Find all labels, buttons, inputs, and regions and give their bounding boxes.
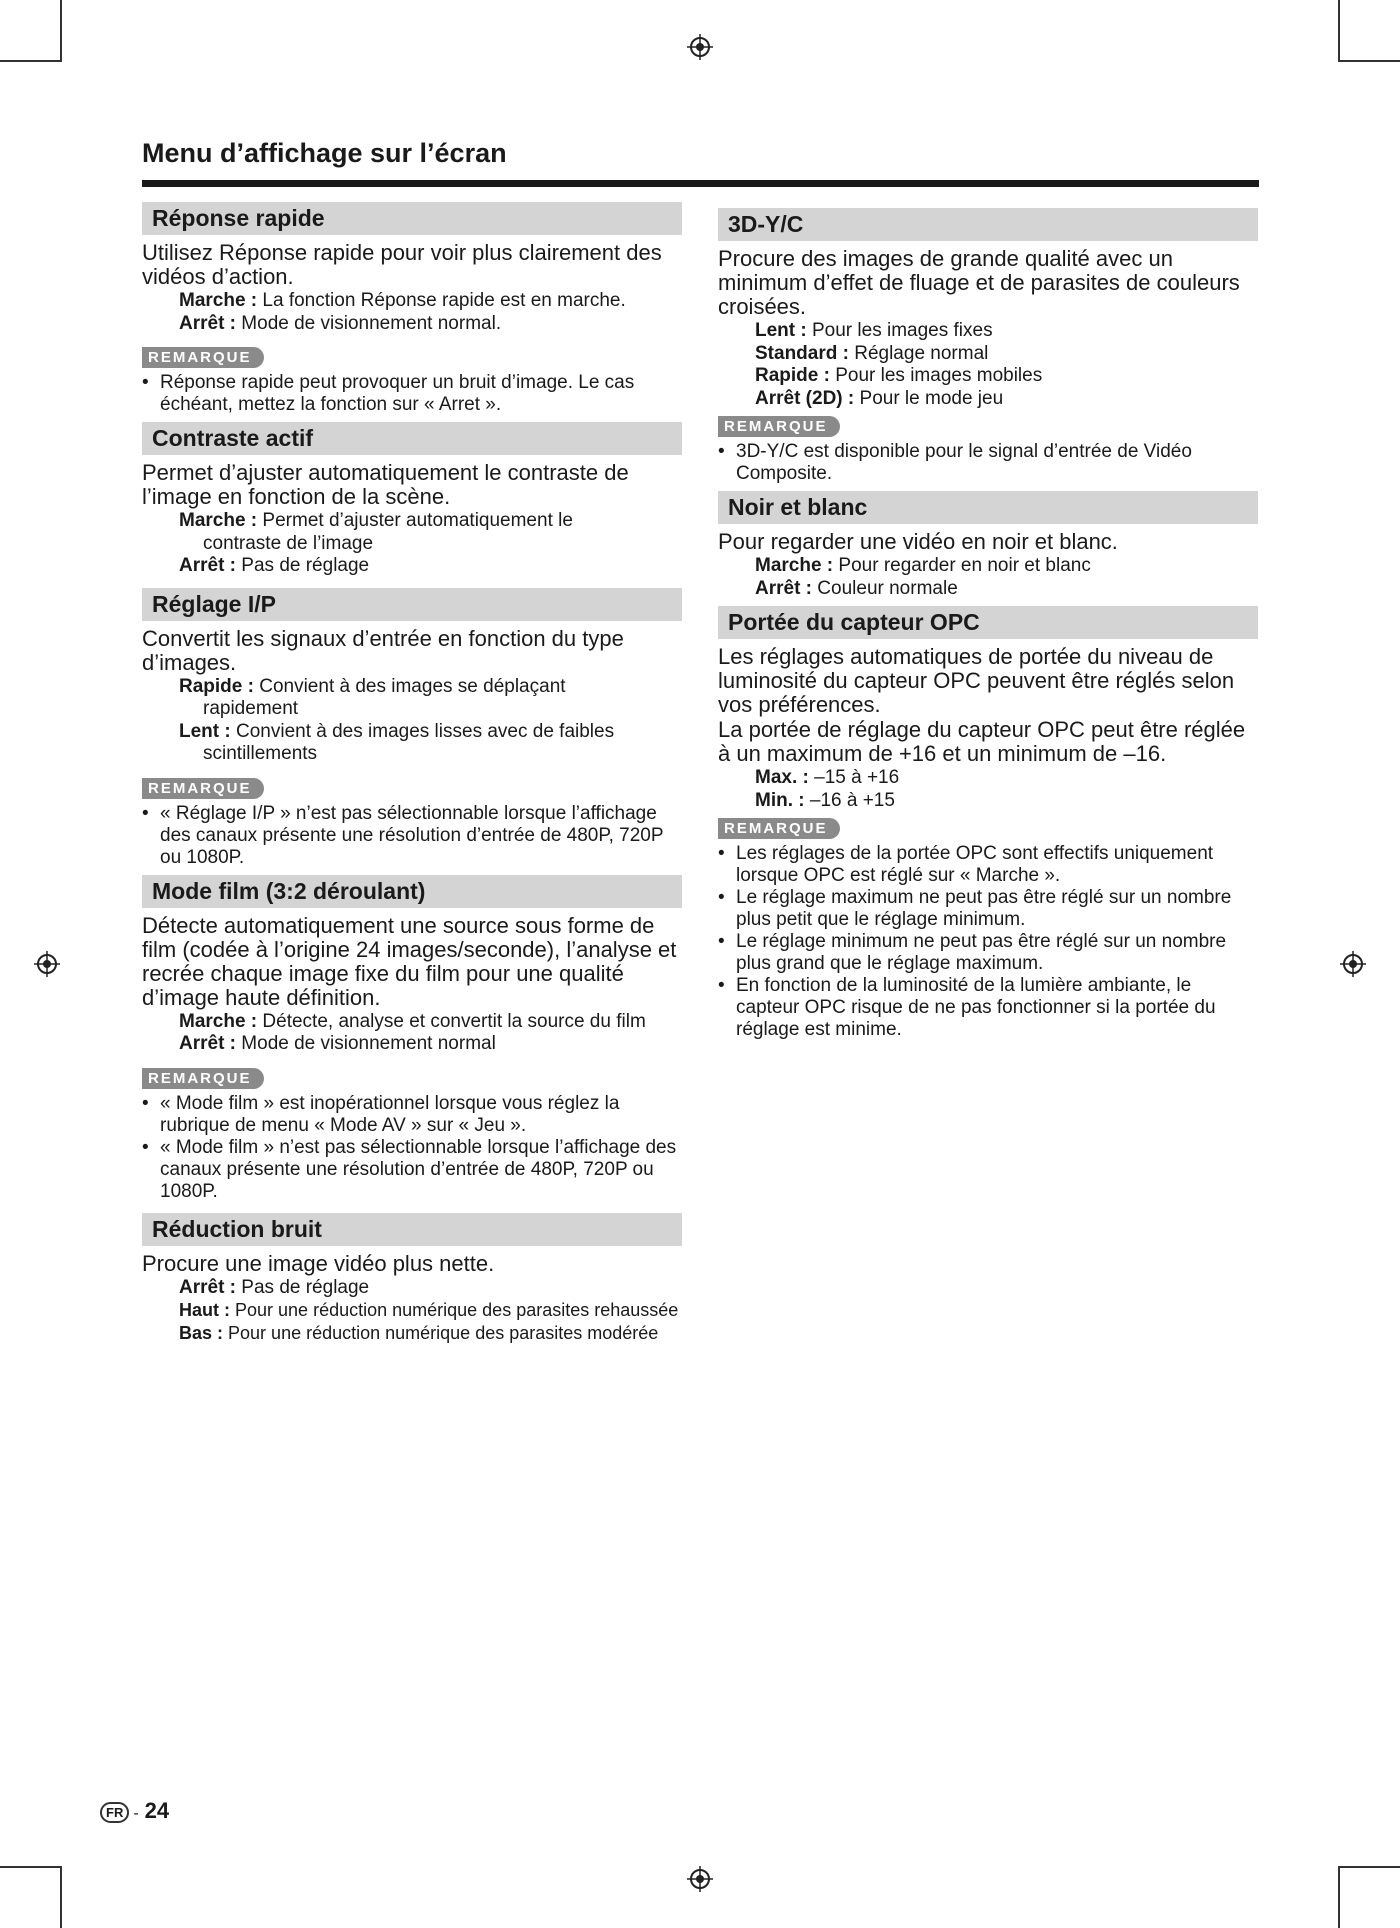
option-text-continued: rapidement [203,698,299,719]
option-text: Couleur normale [817,577,958,599]
remark-badge: REMARQUE [142,778,264,799]
option-line [718,790,1258,813]
section-heading: Réduction bruit [142,1213,682,1246]
option-line [142,290,682,313]
note-item: • Le réglage maximum ne peut pas être réglé sur un nombre plus petit que le réglage minimum. [718,887,1258,931]
option-line [142,1011,682,1034]
crop-mark [0,1866,62,1868]
left-column [142,202,682,1344]
option-line [718,767,1258,790]
option-line [718,555,1258,578]
option-label: Rapide : [179,675,254,697]
crop-mark [0,60,62,62]
option-label: Lent : [179,720,231,742]
crop-mark [1338,1866,1340,1928]
option-text: La fonction Réponse rapide est en marche. [262,290,626,311]
option-label: Bas : [179,1322,224,1343]
section-description: Pour regarder une vidéo en noir et blanc. [718,529,1118,554]
option-text: Pour regarder en noir et blanc [838,555,1091,576]
option-label: Lent : [755,320,807,341]
title-rule [142,180,1259,187]
option-label: Max. : [755,767,809,788]
note-item: • « Réglage I/P » n’est pas sélectionnable lorsque l’affichage des canaux présente une résolution d’entrée de 480P, 720P ou 1080P. [142,803,682,869]
option-label: Marche : [179,510,258,531]
option-label: Arrêt (2D) : [755,387,855,409]
remark-badge: REMARQUE [142,347,264,368]
note-item: • Les réglages de la portée OPC sont effectifs uniquement lorsque OPC est réglé sur « Marche ». [718,843,1258,887]
section-description: La portée de réglage du capteur OPC peut être réglée à un maximum de +16 et un minimum de –16. [718,717,1246,766]
registration-mark-icon [687,34,713,60]
option-label: Haut : [179,1300,230,1320]
option-line [718,320,1258,343]
option-line [142,1277,682,1300]
section-description: Utilisez Réponse rapide pour voir plus clairement des vidéos d’action. [142,240,662,289]
option-label: Arrêt : [755,577,813,599]
page-separator: - [133,1805,139,1822]
option-line [718,343,1258,366]
remark-badge: REMARQUE [718,818,840,839]
option-text: Pour une réduction numérique des parasites rehaussée [235,1300,679,1320]
option-line [718,578,1258,601]
option-label: Arrêt : [179,555,237,576]
note-item: • Réponse rapide peut provoquer un bruit d’image. Le cas échéant, mettez la fonction sur « Arret ». [142,372,682,416]
option-line [142,510,682,555]
section-description: Convertit les signaux d’entrée en fonction du type d’images. [142,625,624,675]
option-text-continued: scintillements [203,743,318,764]
option-text-continued: contraste de l’image [203,532,374,554]
option-label: Arrêt : [179,1276,237,1298]
option-line [142,555,682,578]
section-heading: Mode film (3:2 déroulant) [142,875,682,908]
note-item: • Le réglage minimum ne peut pas être réglé sur un nombre plus grand que le réglage maximum. [718,931,1258,975]
section-heading: 3D-Y/C [718,208,1258,241]
option-line [142,1299,682,1322]
section-description: Procure une image vidéo plus nette. [142,1250,495,1276]
option-text: Mode de visionnement normal [241,1033,496,1054]
note-item: • 3D-Y/C est disponible pour le signal d’entrée de Vidéo Composite. [718,441,1258,485]
language-badge: FR [100,1802,129,1823]
option-text: Convient à des images se déplaçant [259,675,566,697]
option-text: Pas de réglage [241,1276,370,1298]
remark-badge: REMARQUE [142,1068,264,1089]
option-line [142,676,682,721]
note-item: • « Mode film » est inopérationnel lorsque vous réglez la rubrique de menu « Mode AV » sur « Jeu ». [142,1093,682,1137]
crop-mark [1338,0,1340,62]
crop-mark [1338,60,1400,62]
section-heading: Contraste actif [142,422,682,455]
option-label: Standard : [755,342,849,364]
option-line [718,365,1258,388]
page-title: Menu d’affichage sur l’écran [142,138,507,168]
note-item: • « Mode film » n’est pas sélectionnable lorsque l’affichage des canaux présente une résolution d’entrée de 480P, 720P ou 1080P. [142,1137,682,1203]
option-text: Pas de réglage [241,555,370,576]
page-number: 24 [144,1798,170,1823]
option-text: –16 à +15 [809,789,895,811]
option-text: Permet d’ajuster automatiquement le [262,510,573,531]
option-text: Réglage normal [854,342,989,364]
option-text: Pour les images fixes [812,320,993,341]
option-line [142,1033,682,1056]
option-line [718,388,1258,411]
option-line [142,313,682,336]
option-text: –15 à +16 [814,767,900,788]
option-text: Pour les images mobiles [835,365,1043,386]
section-heading: Réponse rapide [142,202,682,235]
option-label: Arrêt : [179,1033,237,1054]
registration-mark-icon [34,951,60,977]
option-label: Arrêt : [179,312,237,334]
note-item: • En fonction de la luminosité de la lumière ambiante, le capteur OPC risque de ne pas fonctionner si la portée du réglage est minime. [718,975,1258,1041]
option-text: Pour une réduction numérique des parasites modérée [228,1322,659,1343]
section-description: Détecte automatiquement une source sous forme de film (codée à l’origine 24 images/seconde), l’analyse et recrée chaque image fixe du film pour une qualité d’image haute définition. [142,912,677,1010]
crop-mark [60,1866,62,1928]
section-heading: Réglage I/P [142,588,682,621]
section-heading: Portée du capteur OPC [718,606,1258,639]
option-label: Marche : [179,290,258,311]
right-column [718,208,1258,1041]
section-description: Procure des images de grande qualité avec un minimum d’effet de fluage et de parasites de couleurs croisées. [718,246,1240,319]
option-text: Mode de visionnement normal. [241,312,502,334]
page-footer [100,1798,169,1824]
registration-mark-icon [1340,951,1366,977]
option-line [142,721,682,766]
option-text: Détecte, analyse et convertit la source du film [262,1010,646,1032]
option-label: Marche : [755,555,834,576]
section-heading: Noir et blanc [718,491,1258,524]
remark-badge: REMARQUE [718,416,840,437]
option-label: Rapide : [755,365,830,386]
section-description: Les réglages automatiques de portée du niveau de luminosité du capteur OPC peuvent être réglés selon vos préférences. [718,644,1235,717]
section-description: Permet d’ajuster automatiquement le contraste de l’image en fonction de la scène. [142,460,629,509]
option-text: Convient à des images lisses avec de faibles [236,720,615,742]
crop-mark [1338,1866,1400,1868]
crop-mark [60,0,62,62]
option-label: Min. : [755,789,805,811]
registration-mark-icon [687,1866,713,1892]
option-line [142,1322,682,1345]
option-text: Pour le mode jeu [859,387,1004,409]
option-label: Marche : [179,1010,258,1032]
